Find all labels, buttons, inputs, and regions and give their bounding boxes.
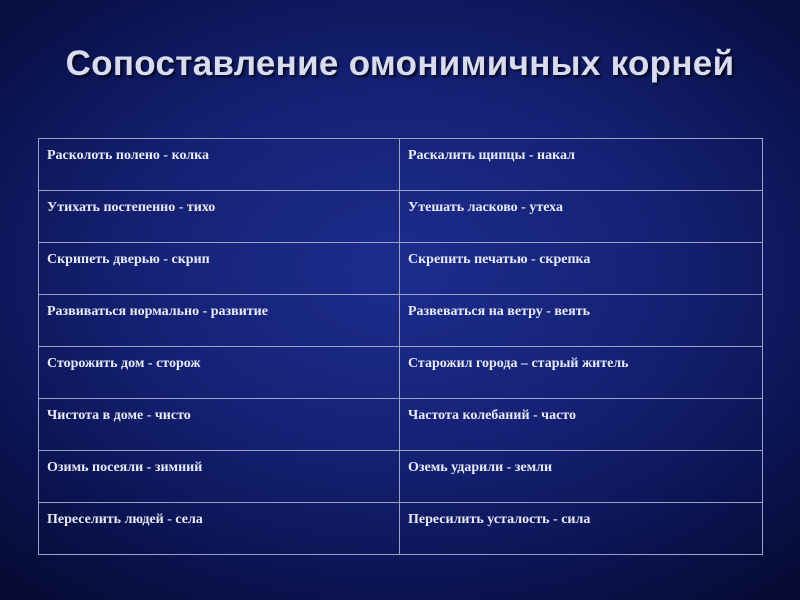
cell-text: Старожил города – старый житель <box>408 356 629 371</box>
table-cell-right <box>400 451 763 503</box>
cell-text: Скрипеть дверью - скрип <box>47 252 210 267</box>
table-cell-left <box>39 347 400 399</box>
table-cell-right <box>400 347 763 399</box>
table-cell-right <box>400 399 763 451</box>
table-row <box>39 243 763 295</box>
cell-text: Сторожить дом - сторож <box>47 356 201 371</box>
table-cell-left <box>39 243 400 295</box>
roots-comparison-table <box>38 138 763 555</box>
table-cell-left <box>39 139 400 191</box>
table-row <box>39 295 763 347</box>
table-row <box>39 347 763 399</box>
cell-text: Озимь посеяли - зимний <box>47 460 203 475</box>
cell-text: Пересилить усталость - сила <box>408 512 591 527</box>
cell-text: Развиваться нормально - развитие <box>47 304 268 319</box>
cell-text: Скрепить печатью - скрепка <box>408 252 591 267</box>
cell-text: Утешать ласково - утеха <box>408 200 563 215</box>
table-row <box>39 503 763 555</box>
table-cell-left <box>39 451 400 503</box>
table-row <box>39 451 763 503</box>
table-row <box>39 191 763 243</box>
table-cell-left <box>39 295 400 347</box>
table-row <box>39 399 763 451</box>
table-cell-right <box>400 139 763 191</box>
table-cell-right <box>400 503 763 555</box>
cell-text: Утихать постепенно - тихо <box>47 200 216 215</box>
cell-text: Развеваться на ветру - веять <box>408 304 590 319</box>
table-cell-left <box>39 503 400 555</box>
table-cell-right <box>400 243 763 295</box>
table-cell-left <box>39 399 400 451</box>
table-row <box>39 139 763 191</box>
cell-text: Расколоть полено - колка <box>47 148 209 163</box>
slide-title: Сопоставление омонимичных корней <box>65 44 735 83</box>
cell-text: Переселить людей - села <box>47 512 203 527</box>
table-cell-left <box>39 191 400 243</box>
cell-text: Раскалить щипцы - накал <box>408 148 575 163</box>
cell-text: Чистота в доме - чисто <box>47 408 191 423</box>
cell-text: Оземь ударили - земли <box>408 460 553 475</box>
table-cell-right <box>400 191 763 243</box>
table-cell-right <box>400 295 763 347</box>
cell-text: Частота колебаний - часто <box>408 408 576 423</box>
